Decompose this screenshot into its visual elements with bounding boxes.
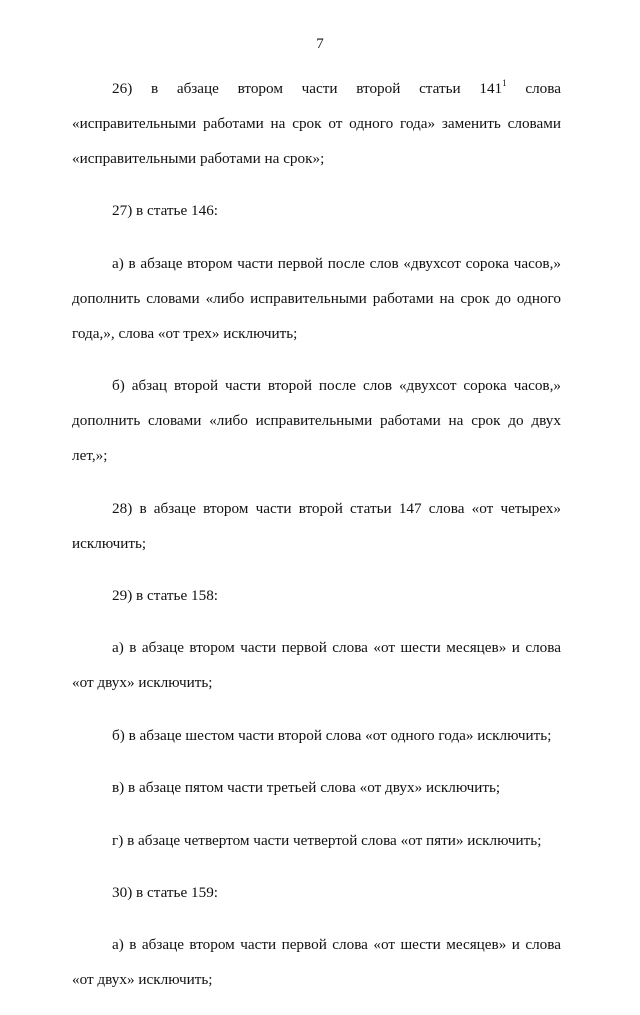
paragraph-line: «от двух» исключить; xyxy=(72,674,213,692)
paragraph-item-30-head: 30) в статье 159: xyxy=(112,883,219,901)
paragraph-item-29b: б) в абзаце шестом части второй слова «от одного года» исключить; xyxy=(112,726,552,744)
document-body xyxy=(72,71,561,1015)
paragraph-item-29v: в) в абзаце пятом части третьей слова «от двух» исключить; xyxy=(112,779,501,797)
paragraph-item-28 xyxy=(72,491,561,561)
paragraph-line: дополнить словами «либо исправительными работами на срок до одного xyxy=(72,289,561,307)
text-span: 26) в абзаце втором части второй статьи 141 xyxy=(112,80,503,97)
paragraph-line: года,», слова «от трех» исключить; xyxy=(72,324,298,342)
paragraph-line: а) в абзаце втором части первой слова «от шести месяцев» и слова xyxy=(112,936,561,954)
paragraph-item-26 xyxy=(72,71,561,176)
paragraph-line: а) в абзаце втором части первой слова «от шести месяцев» и слова xyxy=(112,639,561,657)
paragraph-line: лет,»; xyxy=(72,447,108,465)
paragraph-item-29g: г) в абзаце четвертом части четвертой слова «от пяти» исключить; xyxy=(112,831,542,849)
paragraph-line: «исправительными работами на срок от одного года» заменить словами xyxy=(72,115,561,132)
paragraph-item-27a xyxy=(72,246,561,351)
paragraph-item-27b xyxy=(72,368,561,473)
paragraph-item-29-head: 29) в статье 158: xyxy=(112,586,219,604)
page-number: 7 xyxy=(316,36,324,52)
paragraph-line: б) абзац второй части второй после слов «двухсот сорока часов,» xyxy=(112,377,561,395)
paragraph-line: а) в абзаце втором части первой после слов «двухсот сорока часов,» xyxy=(112,254,561,272)
paragraph-item-29a xyxy=(72,630,561,700)
superscript: 1 xyxy=(502,78,507,88)
paragraph-item-30a xyxy=(72,927,561,997)
paragraph-line: дополнить словами «либо исправительными работами на срок до двух xyxy=(72,412,561,430)
paragraph-line: «от двух» исключить; xyxy=(72,971,213,989)
paragraph-line: 28) в абзаце втором части второй статьи 147 слова «от четырех» xyxy=(112,499,561,517)
text-span: слова xyxy=(506,80,561,97)
paragraph-line: исключить; xyxy=(72,534,147,552)
paragraph-item-27-head: 27) в статье 146: xyxy=(112,202,219,220)
paragraph-line xyxy=(72,71,561,106)
paragraph-line: «исправительными работами на срок»; xyxy=(72,150,325,167)
